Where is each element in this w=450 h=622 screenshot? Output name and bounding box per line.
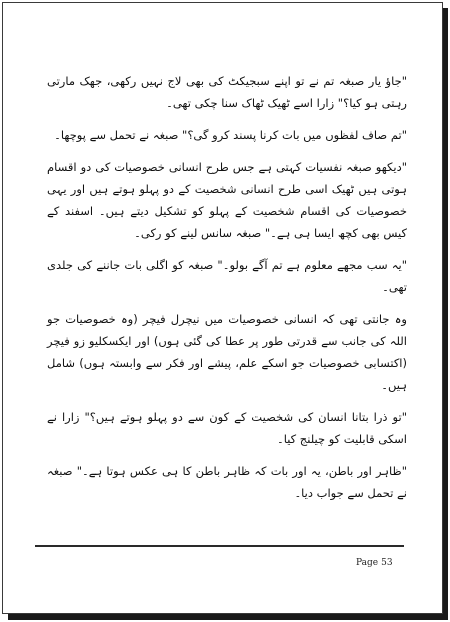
paragraph-2: "تم صاف لفظوں میں بات کرنا پسند کرو گی؟" صبغہ نے تحمل سے پوچھا۔ <box>54 128 407 142</box>
footer-divider <box>35 545 404 547</box>
paragraph-4: "یہ سب مجھے معلوم ہے تم آگے بولو۔" صبغہ کو اگلی بات جاننے کی جلدی تھی۔ <box>47 258 407 294</box>
page-number-label: Page <box>356 558 379 568</box>
page-shadow-right <box>443 8 448 620</box>
page-number-value: 53 <box>381 558 393 568</box>
paragraph-5: وہ جانتی تھی کہ انسانی خصوصیات میں نیچرل فیچر (وہ خصوصیات جو اللہ کی جانب سے قدرتی طور پر عطا کی گئی ہوں) اور ایکسکلیو زو فیچر (اکتسابی خصوصیات جو اسکے علم، پیشے اور فکر سے وابستہ ہوں) شامل ہیں۔ <box>47 312 407 392</box>
paragraph-1: "جاؤ یار صبغہ تم نے تو اپنے سبجیکٹ کی بھی لاج نہیں رکھی، جھک مارتی رہتی ہو کیا؟" زارا اسے ٹھیک ٹھاک سنا چکی تھی۔ <box>47 74 407 110</box>
paragraph-3: "دیکھو صبغہ نفسیات کہتی ہے جس طرح انسانی خصوصیات کی دو اقسام ہوتی ہیں ٹھیک اسی طرح انسانی شخصیت کے دو پہلو ہوتے ہیں اور یہی خصوصیات کی اقسام شخصیت کے پہلو کو تشکیل دیتے ہیں۔ اسفند کے کیس بھی کچھ ایسا ہی ہے۔" صبغہ سانس لینے کو رکی۔ <box>47 160 407 240</box>
paragraph-7: "ظاہر اور باطن، یہ اور بات کہ ظاہر باطن کا ہی عکس ہوتا ہے۔" صبغہ نے تحمل سے جواب دیا۔ <box>47 464 407 500</box>
page-body <box>47 70 407 514</box>
page-shadow-bottom <box>8 614 448 620</box>
page-number <box>356 558 396 568</box>
paragraph-6: "تو ذرا بتانا انسان کی شخصیت کے کون سے دو پہلو ہوتے ہیں؟" زارا نے اسکی قابلیت کو چیلنج کیا۔ <box>47 410 407 446</box>
